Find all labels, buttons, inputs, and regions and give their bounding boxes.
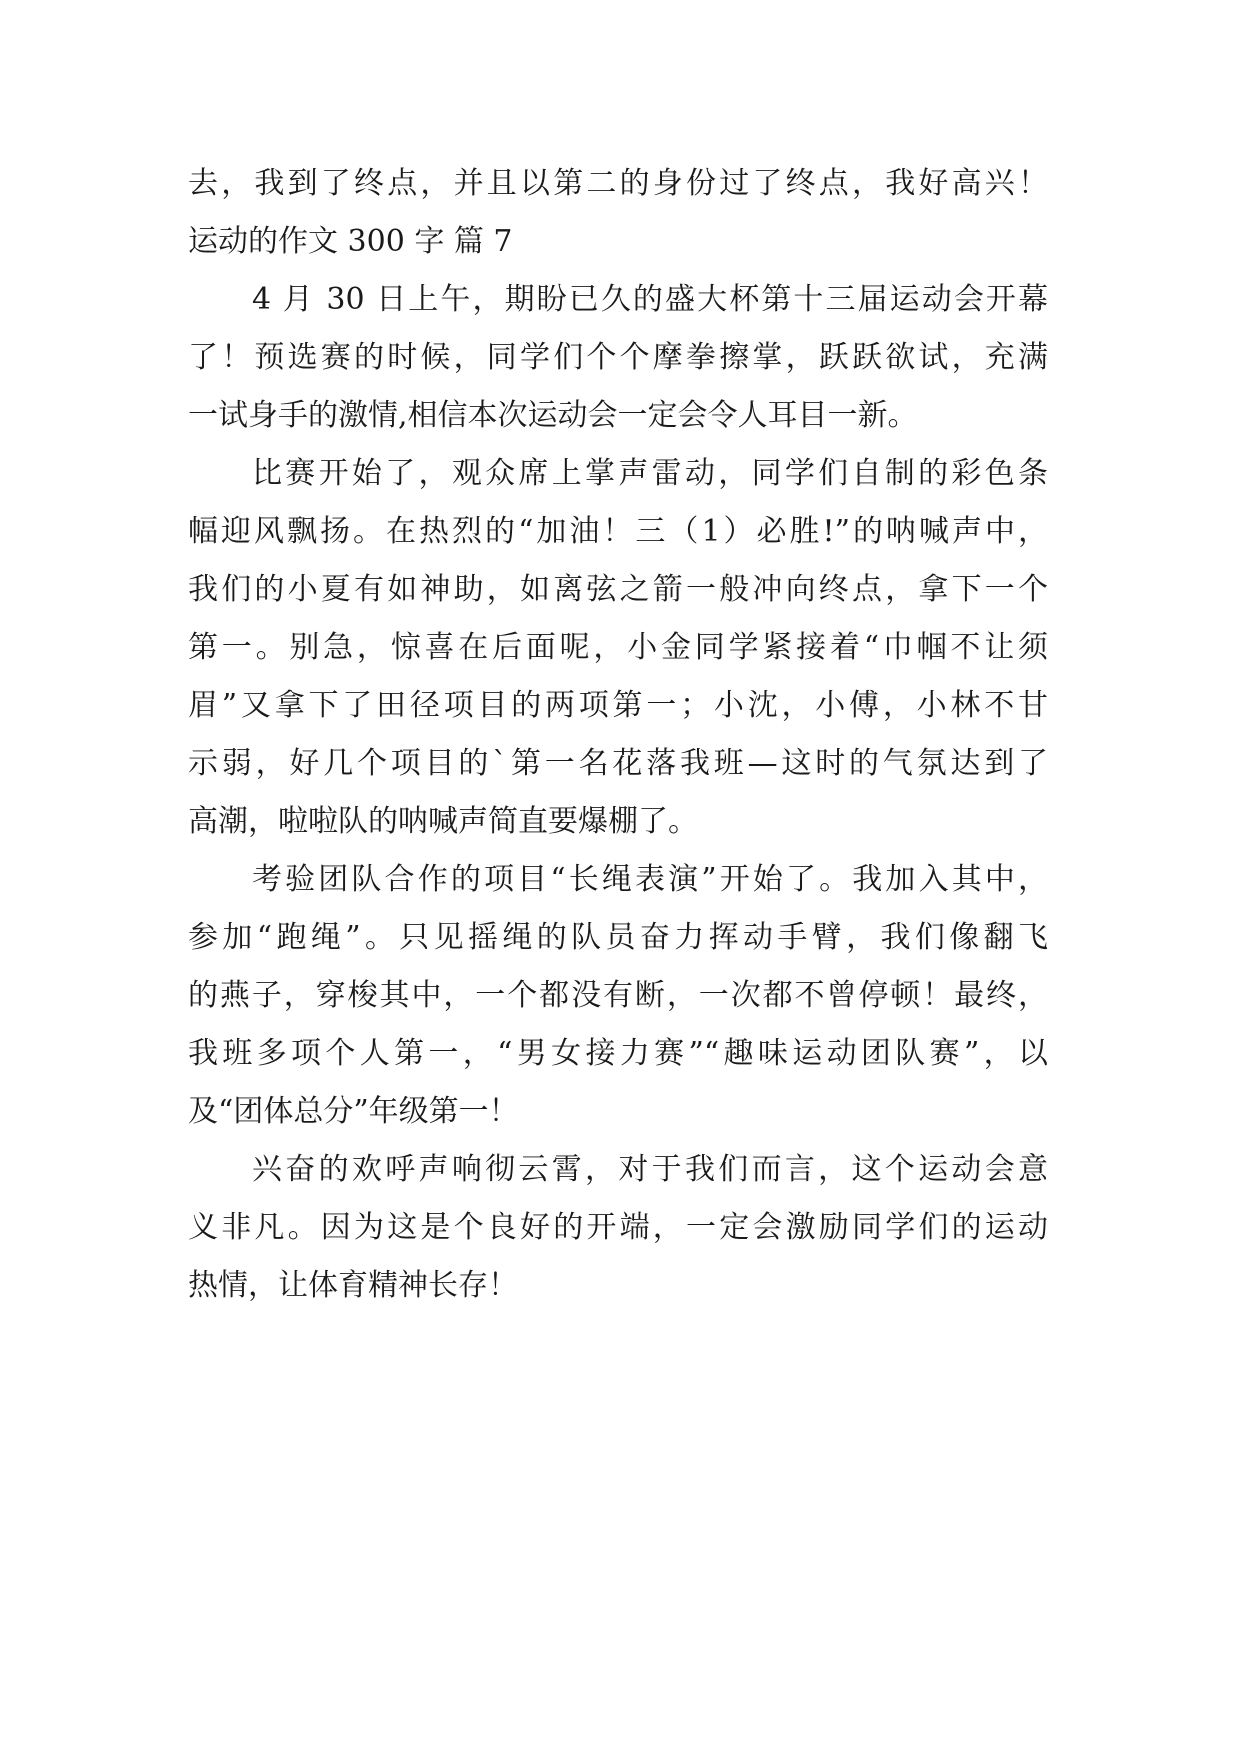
text-line: 参加“跑绳”。只见摇绳的队员奋力挥动手臂，我们像翻飞 [188, 920, 1048, 955]
section-heading: 运动的作文 300 字 篇 7 [188, 224, 513, 259]
text-line: 眉”又拿下了田径项目的两项第一；小沈，小傅，小林不甘 [188, 688, 1048, 723]
text-line: 的燕子，穿梭其中，一个都没有断，一次都不曾停顿！最终， [188, 978, 1048, 1013]
text-line: 高潮，啦啦队的呐喊声简直要爆棚了。 [188, 804, 698, 839]
text-line: 示弱，好几个项目的`第一名花落我班—这时的气氛达到了 [188, 746, 1048, 781]
text-line: 及“团体总分”年级第一！ [188, 1094, 519, 1129]
text-line: 4 月 30 日上午，期盼已久的盛大杯第十三届运动会开幕 [252, 282, 1048, 317]
text-line: 幅迎风飘扬。在热烈的“加油！三（1）必胜!”的呐喊声中， [188, 514, 1048, 549]
text-line: 我班多项个人第一，“男女接力赛”“趣味运动团队赛”，以 [188, 1036, 1048, 1071]
text-line: 去，我到了终点，并且以第二的身份过了终点，我好高兴！ [188, 166, 1048, 201]
text-line: 兴奋的欢呼声响彻云霄，对于我们而言，这个运动会意 [252, 1152, 1048, 1187]
text-line: 考验团队合作的项目“长绳表演”开始了。我加入其中， [252, 862, 1048, 897]
text-line: 一试身手的激情,相信本次运动会一定会令人耳目一新。 [188, 398, 918, 433]
text-line: 第一。别急，惊喜在后面呢，小金同学紧接着“巾帼不让须 [188, 630, 1048, 665]
text-line: 热情，让体育精神长存！ [188, 1268, 518, 1303]
text-line: 义非凡。因为这是个良好的开端，一定会激励同学们的运动 [188, 1210, 1048, 1245]
text-line: 比赛开始了，观众席上掌声雷动，同学们自制的彩色条 [252, 456, 1048, 491]
text-line: 了！预选赛的时候，同学们个个摩拳擦掌，跃跃欲试，充满 [188, 340, 1048, 375]
text-line: 我们的小夏有如神助，如离弦之箭一般冲向终点，拿下一个 [188, 572, 1048, 607]
